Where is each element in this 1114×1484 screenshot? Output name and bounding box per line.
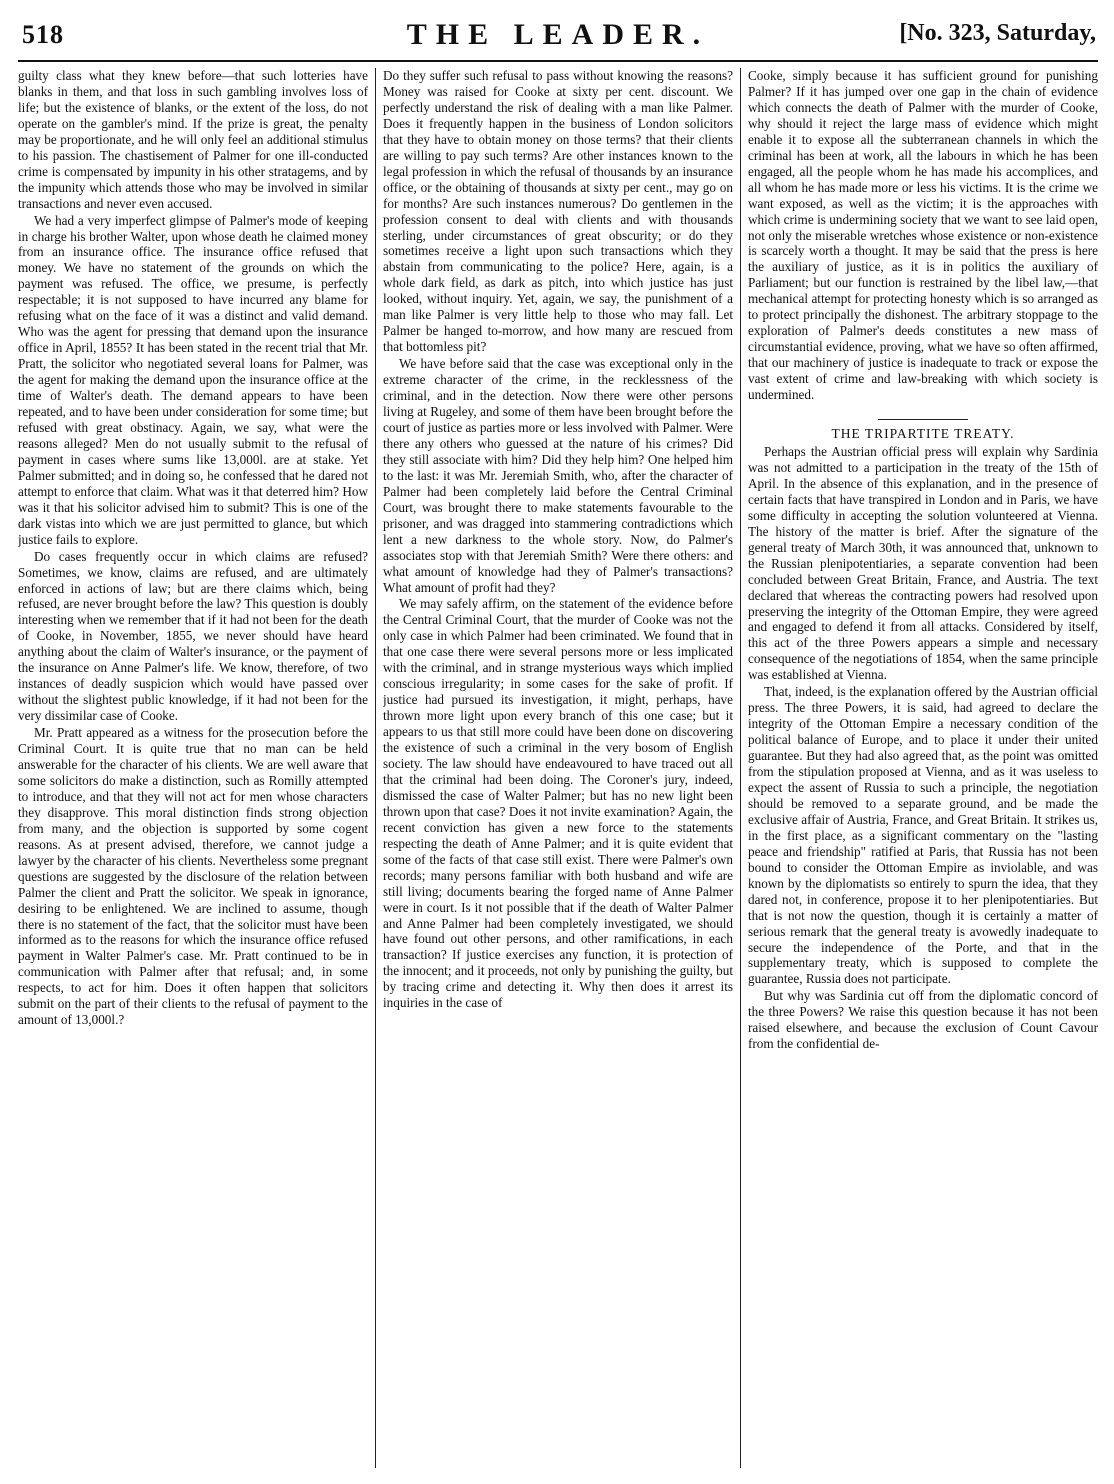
paragraph: Do cases frequently occur in which claims are refused? Sometimes, we know, claims are refused, and are ultimately enforced in actions of law; but are there claims which, being refused, are never brought before the law? This question is doubly interesting when we remember that if it had not been for the death of Cooke, in November, 1855, we never should have heard anything about the claim of Walter's insurance, or the payment of the insurance on Anne Palmer's life. We know, therefore, of two instances of deadly suspicion which would have passed over without the slightest public knowledge, if it had not been for the very dissimilar case of Cooke. xyxy=(18,548,368,724)
issue-number: [No. 323, Saturday, xyxy=(899,20,1096,46)
paragraph: Cooke, simply because it has sufficient ground for punishing Palmer? If it has jumped over one gap in the chain of evidence which connects the death of Palmer with the murder of Cooke, why should it reject the large mass of evidence which might enable it to expose all the subterranean channels in which the criminal has been at work, all the labours in which he has been engaged, all the people whom he has made his accomplices, and all whom he has made more or less his victims. It is the crime we want exposed, as well as the victim; it is the approaches with which crime is undermining society that we want to see laid open, not only the miserable wretches whose existence or non-existence is scarcely worth a thought. It may be said that the press is here the auxiliary of justice, as it is in politics the auxiliary of Parliament; but our function is restrained by the libel law,—that mechanical attempt for protecting honesty which is so arranged as to protect principally the dishonest. The arbitrary stoppage to the exploration of Palmer's deeds constitutes a new mass of circumstantial evidence, proving, what we have so often affirmed, that our machinery of justice is inadequate to track or expose the vast extent of crime and law-breaking with which society is undermined. xyxy=(748,68,1098,403)
paragraph: Mr. Pratt appeared as a witness for the prosecution before the Criminal Court. It is quite true that no man can be held answerable for the character of his clients. We are well aware that some solicitors do make a distinction, such as Romilly attempted to introduce, and that they will not act for men whose characters they disapprove. This moral distinction finds strong objection from many, and the objection is supported by some cogent reasons. As at present advised, therefore, we cannot judge a lawyer by the character of his clients. Nevertheless some pregnant questions are suggested by the disclosure of the relation between Palmer the client and Pratt the solicitor. We speak in ignorance, desiring to be enlightened. We are inclined to assume, though there is no statement of the fact, that the solicitor must have been informed as to the reasons for which the insurance office refused payment in Walter Palmer's case. Mr. Pratt continued to be in communication with Palmer after that refusal; and, in some respects, to act for him. Does it often happen that solicitors submit on the part of their clients to the refusal of payment to the amount of 13,000l.? xyxy=(18,725,368,1028)
column-1 xyxy=(18,68,368,1476)
column-2 xyxy=(383,68,733,1476)
paragraph: We have before said that the case was exceptional only in the extreme character of the crime, in the recklessness of the criminal, and in the detection. Now there were other persons living at Rugeley, and some of them have been brought before the court of justice as parties more or less involved with Palmer. Were there any others who guessed at the nature of his crimes? Did they still associate with him? Did they help him? One helped him to the last: it was Mr. Jeremiah Smith, who, after the character of Palmer had been completely laid before the Central Criminal Court, was brought there to make statements favourable to the prisoner, and was dragged into stammering contradictions which lent a new darkness to the whole story. Now, do Palmer's associates stop with that Jeremiah Smith? Were there others: and what amount of knowledge had they of Palmer's transactions? What amount of profit had they? xyxy=(383,356,733,595)
column-rule xyxy=(740,68,741,1468)
paragraph: Do they suffer such refusal to pass without knowing the reasons? Money was raised for Cooke at sixty per cent. discount. We perfectly understand the risk of dealing with a man like Palmer. Does it frequently happen in the business of London solicitors that they have to obtain money on those terms? that their clients are willing to pay such terms? Are other instances known to the legal profession in which the refusal of thousands by an insurance office, or the obtaining of thousands at sixty per cent., may go on for months? Are such instances numerous? Do gentlemen in the profession consent to deal with clients and with thousands sterling, under circumstances of great obscurity; or do they sometimes receive a light upon such transactions which they abstain from communicating to the police? Here, again, is a whole dark field, as dark as pitch, into which justice has just looked, without inquiry. Yet, again, we say, the punishment of a man like Palmer is very little help to those who may fall. Let Palmer be hanged to-morrow, and how many are rescued from that bottomless pit? xyxy=(383,68,733,355)
article-columns xyxy=(18,68,1098,1476)
paragraph: Perhaps the Austrian official press will explain why Sardinia was not admitted to a participation in the treaty of the 15th of April. In the absence of this explanation, and in the presence of certain facts that have transpired in London and in Paris, we have some difficulty in accepting the solution volunteered at Vienna. The history of the matter is brief. After the signature of the general treaty of March 30th, it was announced that, unknown to the Russian plenipotentiaries, a separate convention had been concluded between Great Britain, France, and Austria. The text declared that whereas the contracting powers had resolved upon preserving the integrity of the Ottoman Empire, they were agreed and engaged to defend it from all attacks. Considered by itself, this act of the three Powers appears a simple and necessary consequence of the negotiations of 1854, when the same principle was established at Vienna. xyxy=(748,443,1098,683)
masthead xyxy=(18,8,1098,62)
column-rule xyxy=(375,68,376,1468)
column-3 xyxy=(748,68,1098,1476)
paragraph: That, indeed, is the explanation offered by the Austrian official press. The three Powers, it is said, had agreed to declare the integrity of the Ottoman Empire a necessary condition of the political balance of Europe, and to place it under their united guarantee. But they had also agreed that, as the point was omitted from the stipulation proposed at Vienna, and as it was useless to expect the assent of Russia to such a principle, the negotiation should be removed to a separate ground, and be made the exclusive affair of Austria, France, and Great Britain. It strikes us, in the first place, as a significant commentary on the "lasting peace and friendship" ratified at Paris, that Russia has not been bound to consider the Ottoman Empire as inviolable, and was known by the diplomatists so entirely to spurn the idea, that they dared not, in conference, propose it to her plenipotentiaries. But that is not now the question, though it is certainly a matter of serious remark that the general treaty is avowedly inadequate to secure the independence of the Porte, and that in the supplementary treaty, which is supposed to complete the guarantee, Russia does not participate. xyxy=(748,684,1098,987)
newspaper-page xyxy=(18,8,1098,1478)
newspaper-title: THE LEADER. xyxy=(406,18,710,51)
paragraph: guilty class what they knew before—that such lotteries have blanks in them, and that loss in such gambling involves loss of life; but the existence of blanks, or the extent of the loss, do not operate on the gambler's mind. If the prize is great, the penalty may be proportionate, and he will only feel an additional stimulus to his passion. The chastisement of Palmer for one ill-conducted crime is compensated by impunity in his other stratagems, and by the impunity which attends those who may be involved in similar transactions and never even accused. xyxy=(18,68,368,211)
paragraph: But why was Sardinia cut off from the diplomatic concord of the three Powers? We raise this question because it has not been raised elsewhere, and because the exclusion of Count Cavour from the confidential de- xyxy=(748,988,1098,1052)
paragraph: We may safely affirm, on the statement of the evidence before the Central Criminal Court, that the murder of Cooke was not the only case in which Palmer had been criminated. We found that in that one case there were several persons more or less implicated with the criminal, and in strange mysterious ways which implied conscious irregularity; in some cases for the sake of profit. If justice had pursued its investigation, it might, perhaps, have thrown more light upon every branch of this one case; but it appears to us that still more could have been done on discovering the existence of such a criminal in the very bosom of English society. The law should have endeavoured to have traced out all that the criminal had been doing. The Coroner's jury, indeed, dismissed the case of Walter Palmer; but has no new light been thrown upon that case? Does it not invite examination? Again, the recent conviction has given a new force to the statements respecting the death of Anne Palmer; and it is quite evident that some of the facts of that case still exist. There were Palmer's own records; many persons familiar with both husband and wife are still living; documents bearing the forged name of Anne Palmer were in court. Is it not possible that if the death of Walter Palmer and Anne Palmer had been completely investigated, we should have found out other persons, and other ramifications, in each transaction? If justice exercises any function, it is protection of the innocent; and it proceeds, not only by punishing the guilty, but by tracing crime and detecting it. Why then does it arrest its inquiries in the case of xyxy=(383,596,733,1011)
section-divider xyxy=(878,419,968,420)
paragraph: We had a very imperfect glimpse of Palmer's mode of keeping in charge his brother Walter, upon whose death he claimed money from an insurance office. The insurance office refused that money. We have no statement of the grounds on which the payment was refused. The office, we presume, is perfectly respectable; it is not supposed to have incurred any blame for refusing what on the face of it was a distinct and valid demand. Who was the agent for pressing that demand upon the insurance office in April, 1855? It has been stated in the recent trial that Mr. Pratt, the solicitor who negotiated several loans for Palmer, was the agent for making the demand upon the insurance office at the time of Walter's death. The demand appears to have been repeated, and to have been under consideration for some time; but refused with great obstinacy. Again, we say, what were the reasons alleged? Men do not usually submit to the refusal of payment in cases where sums like 13,000l. are at stake. Yet Palmer submitted; and in doing so, he confessed that he dared not attempt to enforce that claim. What was it that deterred him? How was it that his solicitor advised him to submit? This is one of the dark vistas into which we are just permitted to glance, but which justice fails to explore. xyxy=(18,212,368,547)
page-number: 518 xyxy=(22,20,64,49)
section-heading: THE TRIPARTITE TREATY. xyxy=(831,426,1015,442)
